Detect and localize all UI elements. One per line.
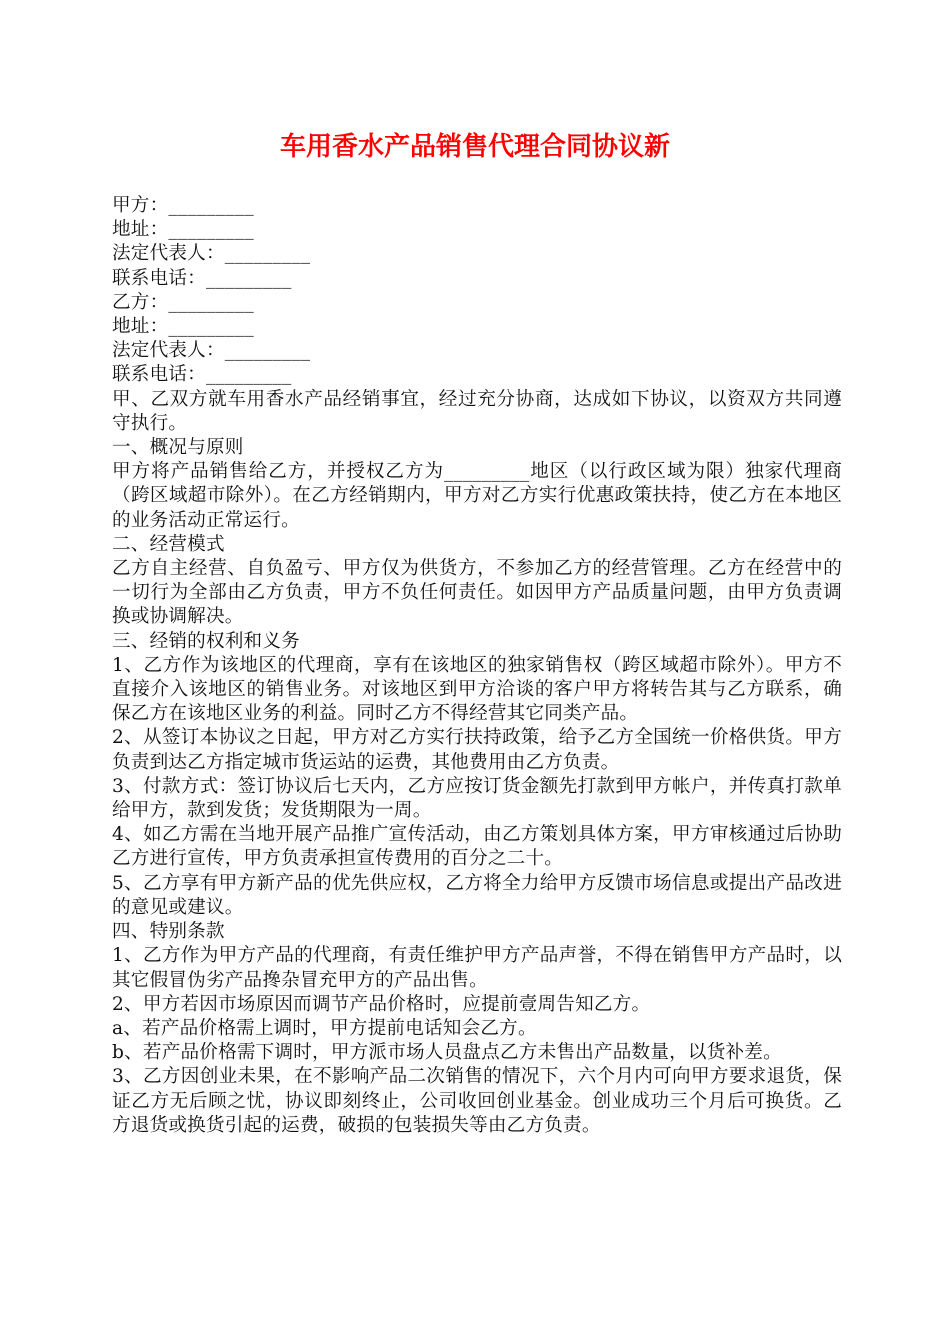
party-b-phone: 联系电话：_________ (112, 364, 292, 386)
clause-item: 2、从签订本协议之日起，甲方对乙方实行扶持政策，给予乙方全国统一价格供货。甲方负责到达乙方指定城市货运站的运费，其他费用由乙方负责。 (112, 727, 842, 773)
party-a-name: 甲方：_________ (112, 195, 254, 216)
clause-item: 4、如乙方需在当地开展产品推广宣传活动，由乙方策划具体方案，甲方审核通过后协助乙方进行宣传，甲方负责承担宣传费用的百分之二十。 (112, 824, 842, 870)
document-body (112, 194, 842, 1138)
document-title: 车用香水产品销售代理合同协议新 (279, 132, 670, 162)
clause-item: 3、乙方因创业未果，在不影响产品二次销售的情况下，六个月内可向甲方要求退货，保证乙方无后顾之忧，协议即刻终止，公司收回创业基金。创业成功三个月后可换货。乙方退货或换货引起的运费，破损的包装损失等由乙方负责。 (112, 1066, 842, 1136)
section-heading: 三、经销的权利和义务 (112, 630, 300, 652)
clause-item: b、若产品价格需下调时，甲方派市场人员盘点乙方未售出产品数量，以货补差。 (112, 1042, 782, 1064)
intro-paragraph: 甲、乙双方就车用香水产品经销事宜，经过充分协商，达成如下协议，以资双方共同遵守执行。 (112, 388, 842, 434)
party-b-representative: 法定代表人：_________ (112, 340, 311, 362)
section-heading: 二、经营模式 (112, 533, 225, 555)
party-a-representative: 法定代表人：_________ (112, 243, 311, 265)
party-a-phone: 联系电话：_________ (112, 267, 292, 289)
section-paragraph: 甲方将产品销售给乙方，并授权乙方为_________地区（以行政区域为限）独家代理商（跨区域超市除外）。在乙方经销期内，甲方对乙方实行优惠政策扶持，使乙方在本地区的业务活动正常运行。 (112, 461, 842, 531)
party-b-name: 乙方：_________ (112, 291, 254, 313)
party-b-address: 地址：_________ (112, 316, 254, 338)
clause-item: 1、乙方作为该地区的代理商，享有在该地区的独家销售权（跨区域超市除外）。甲方不直接介入该地区的销售业务。对该地区到甲方洽谈的客户甲方将转告其与乙方联系，确保乙方在该地区业务的利益。同时乙方不得经营其它同类产品。 (112, 654, 842, 725)
party-a-address: 地址：_________ (112, 219, 254, 241)
clause-item: 1、乙方作为甲方产品的代理商，有责任维护甲方产品声誉，不得在销售甲方产品时，以其它假冒伪劣产品搀杂冒充甲方的产品出售。 (112, 945, 842, 991)
section-heading: 四、特别条款 (112, 921, 225, 943)
clause-item: a、若产品价格需上调时，甲方提前电话知会乙方。 (112, 1017, 537, 1039)
clause-item: 2、甲方若因市场原因而调节产品价格时，应提前壹周告知乙方。 (112, 993, 651, 1015)
clause-item: 3、付款方式：签订协议后七天内，乙方应按订货金额先打款到甲方帐户，并传真打款单给甲方，款到发货；发货期限为一周。 (112, 775, 842, 822)
clause-item: 5、乙方享有甲方新产品的优先供应权，乙方将全力给甲方反馈市场信息或提出产品改进的意见或建议。 (112, 872, 842, 918)
section-paragraph: 乙方自主经营、自负盈亏、甲方仅为供货方，不参加乙方的经营管理。乙方在经营中的一切行为全部由乙方负责，甲方不负任何责任。如因甲方产品质量问题，由甲方负责调换或协调解决。 (112, 558, 842, 628)
section-heading: 一、概况与原则 (112, 437, 244, 459)
